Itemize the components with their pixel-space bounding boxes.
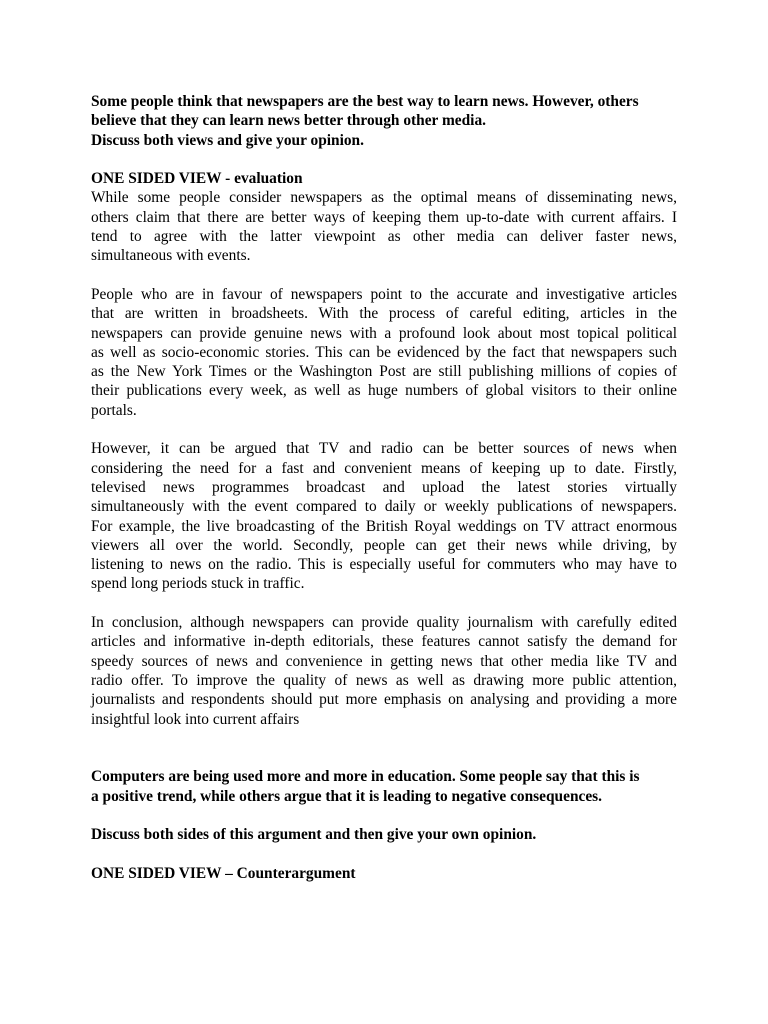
spacer xyxy=(91,266,677,285)
question-1-line: Discuss both views and give your opinion. xyxy=(91,131,364,149)
question-2-line: Computers are being used more and more in education. Some people say that this is xyxy=(91,768,640,786)
paragraph-line: simultaneously with the event compared to daily or weekly publications of newspapers. xyxy=(91,498,677,516)
paragraph-line: considering the need for a fast and convenient means of keeping up to date. Firstly, xyxy=(91,459,677,477)
paragraph-line: In conclusion, although newspapers can provide quality journalism with carefully edited xyxy=(91,614,677,632)
paragraph-line: that are written in broadsheets. With the process of careful editing, articles in the xyxy=(91,305,677,323)
paragraph-line: portals. xyxy=(91,401,137,419)
question-2-line: a positive trend, while others argue that it is leading to negative consequences. xyxy=(91,787,603,805)
spacer xyxy=(91,729,677,768)
conclusion-paragraph xyxy=(91,613,677,729)
spacer xyxy=(91,845,677,864)
question-1 xyxy=(91,92,677,150)
paragraph-line: While some people consider newspapers as the optimal means of disseminating news, xyxy=(91,189,677,207)
section-2-heading: ONE SIDED VIEW – Counterargument xyxy=(91,864,356,882)
paragraph-line: People who are in favour of newspapers point to the accurate and investigative articles xyxy=(91,285,677,303)
paragraph-line: viewers all over the world. Secondly, people can get their news while driving, by xyxy=(91,536,677,554)
question-1-line: Some people think that newspapers are the best way to learn news. However, others xyxy=(91,93,639,110)
paragraph-line: their publications every week, as well as huge numbers of global visitors to their online xyxy=(91,382,677,400)
question-2-instruction: Discuss both sides of this argument and then give your own opinion. xyxy=(91,826,537,844)
paragraph-line: as the New York Times or the Washington Post are still publishing millions of copies of xyxy=(91,363,677,381)
paragraph-line: radio offer. To improve the quality of news as well as drawing more public attention, xyxy=(91,671,677,689)
paragraph-line: articles and informative in-depth editorials, these features cannot satisfy the demand for xyxy=(91,633,677,651)
paragraph-line: listening to news on the radio. This is especially useful for commuters who may have to xyxy=(91,556,677,574)
body-paragraph-3 xyxy=(91,439,677,593)
paragraph-line: For example, the live broadcasting of the British Royal weddings on TV attract enormous xyxy=(91,517,677,535)
paragraph-line: However, it can be argued that TV and radio can be better sources of news when xyxy=(91,440,677,458)
paragraph-line: televised news programmes broadcast and upload the latest stories virtually xyxy=(91,478,677,496)
paragraph-line: simultaneous with events. xyxy=(91,247,251,265)
spacer xyxy=(91,594,677,613)
paragraph-line: others claim that there are better ways of keeping them up-to-date with current affairs. I xyxy=(91,208,677,226)
paragraph-line: newspapers can provide genuine news with a profound look about most topical political xyxy=(91,324,677,342)
question-1-line: believe that they can learn news better through other media. xyxy=(91,112,486,130)
paragraph-line: spend long periods stuck in traffic. xyxy=(91,575,305,593)
paragraph-line: tend to agree with the latter viewpoint as other media can deliver faster news, xyxy=(91,228,677,246)
paragraph-line: as well as socio-economic stories. This can be evidenced by the fact that newspapers such xyxy=(91,343,677,361)
paragraph-line: insightful look into current affairs xyxy=(91,710,300,728)
spacer xyxy=(91,806,677,825)
spacer xyxy=(91,420,677,439)
section-1-heading: ONE SIDED VIEW - evaluation xyxy=(91,170,303,188)
intro-paragraph xyxy=(91,188,677,265)
body-paragraph-2 xyxy=(91,285,677,420)
spacer xyxy=(91,150,677,169)
question-2 xyxy=(91,767,677,806)
paragraph-line: speedy sources of news and convenience in getting news that other media like TV and xyxy=(91,652,677,670)
paragraph-line: journalists and respondents should put more emphasis on analysing and providing a more xyxy=(91,691,677,709)
